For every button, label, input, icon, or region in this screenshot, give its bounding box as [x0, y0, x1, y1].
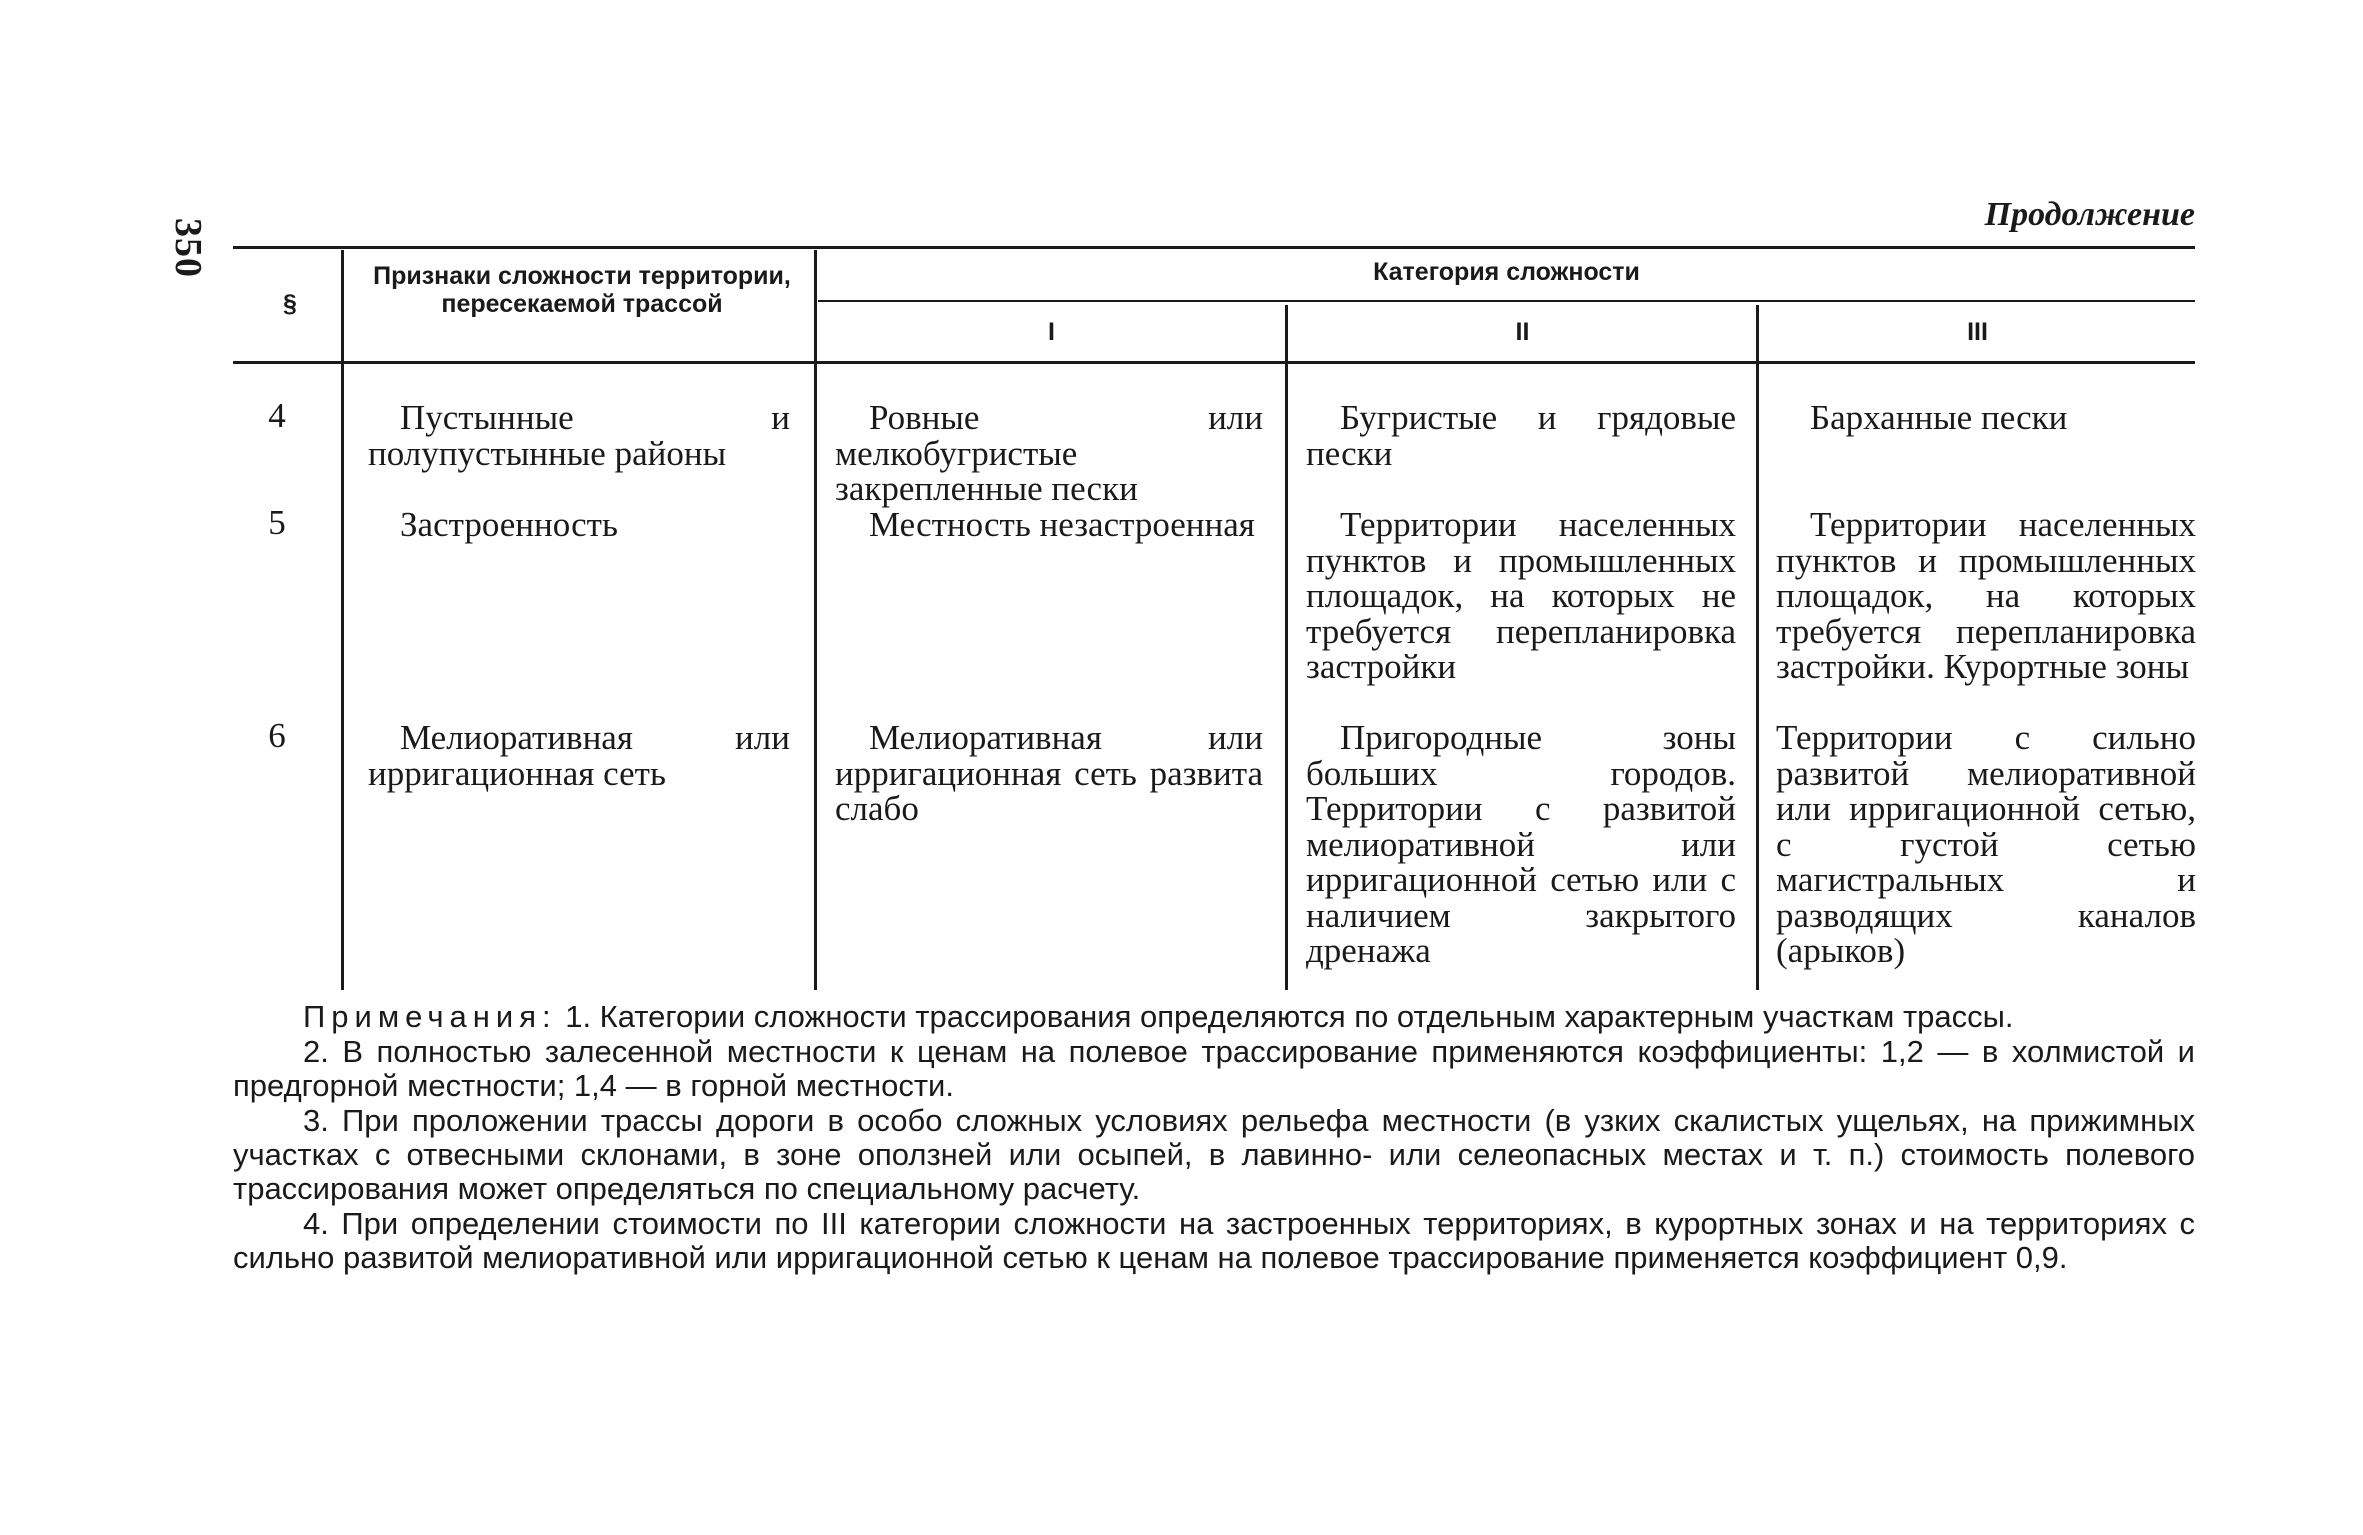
table-header-rule: [233, 361, 2195, 364]
row-feature: Мелиоративная или ирригационная сеть: [368, 718, 790, 793]
row-cat-2: Территории населенных пунктов и промышленных площадок, на которых не требуется перепланировка застройки: [1306, 505, 1736, 686]
col-divider-1: [341, 250, 344, 990]
note-2: [233, 1035, 2195, 1103]
row-cat-1: Ровные или мелкобугристые закрепленные пески: [835, 398, 1263, 508]
note-text: 4. При определении стоимости по III категории сложности на застроенных территориях, в курортных зонах и на территориях с сильно развитой мелиоративной или ирригационной сетью к ценам на полевое трассирование применяется коэффициент 0,9.: [233, 1206, 2195, 1275]
row-feature: Пустынные и полупустынные районы: [368, 398, 790, 473]
col-divider-4: [1756, 305, 1759, 990]
page-number: 350: [167, 218, 209, 278]
row-cat-2: Бугристые и грядовые пески: [1306, 398, 1736, 473]
header-cat-2: II: [1515, 318, 1530, 346]
note-text: 3. При проложении трассы дороги в особо сложных условиях рельефа местности (в узких скалистых ущельях, на прижимных участках с отвесными склонами, в зоне оползней или осыпей, в лавинно- или селеопасных местах и т. п.) стоимость полевого трассирования может определяться по специальному расчету.: [233, 1103, 2195, 1206]
row-cat-2: Пригородные зоны больших городов. Территории с развитой мелиоративной или ирригационной сетью или с наличием закрытого дренажа: [1306, 718, 1736, 970]
row-number: 5: [268, 503, 286, 542]
notes-label: Примечания:: [303, 999, 557, 1034]
row-cat-1: Мелиоративная или ирригационная сеть развита слабо: [835, 718, 1263, 828]
header-cat-3: III: [1967, 318, 1988, 346]
row-cat-1: Местность незастроенная: [869, 505, 1255, 544]
header-features: Признаки сложности территории, пересекаемой трассой: [373, 262, 791, 318]
note-text: 2. В полностью залесенной местности к ценам на полевое трассирование применяются коэффициенты: 1,2 — в холмистой и предгорной местности; 1,4 — в горной местности.: [233, 1034, 2195, 1103]
continuation-label: Продолжение: [1984, 196, 2195, 233]
header-cat-1: I: [1048, 318, 1055, 346]
table-top-rule: [233, 246, 2195, 249]
row-cat-3: Барханные пески: [1810, 398, 2068, 437]
note-4: [233, 1207, 2195, 1275]
note-3: [233, 1104, 2195, 1206]
category-group-rule: [818, 300, 2195, 302]
row-number: 4: [268, 396, 286, 435]
row-cat-3: Территории с сильно развитой мелиоративной или ирригационной сетью, с густой сетью магистральных и разводящих каналов (арыков): [1776, 718, 2196, 970]
note-text: 1. Категории сложности трассирования определяются по отдельным характерным участкам трассы.: [565, 999, 2014, 1034]
row-number: 6: [268, 716, 286, 755]
notes: [233, 1000, 2195, 1276]
header-section: §: [283, 290, 297, 318]
note-1: [233, 1000, 2195, 1034]
col-divider-3: [1285, 305, 1288, 990]
header-category-group: Категория сложности: [1373, 258, 1640, 286]
row-feature: Застроенность: [400, 505, 618, 544]
col-divider-2: [814, 250, 817, 990]
row-cat-3: Территории населенных пунктов и промышленных площадок, на которых требуется перепланировка застройки. Курортные зоны: [1776, 505, 2196, 686]
